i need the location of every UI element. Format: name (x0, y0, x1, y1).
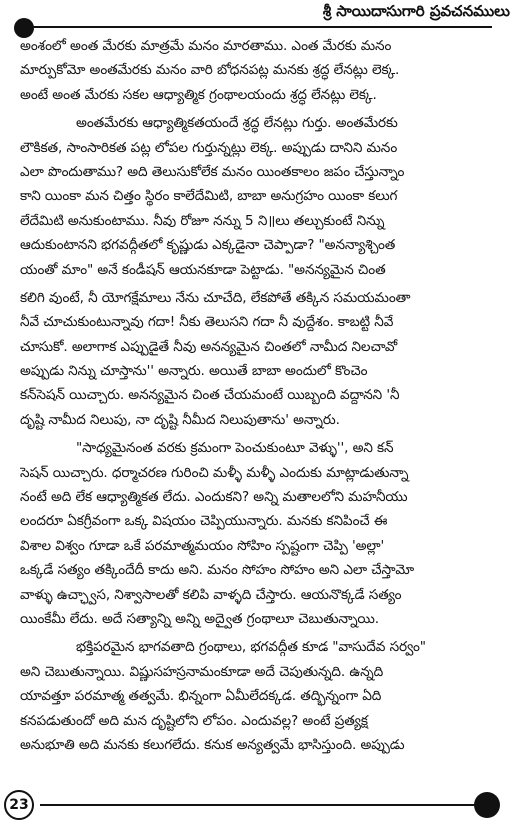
paragraph (20, 286, 506, 432)
footer-bullet-ornament (474, 792, 500, 818)
text-line: యంతో మాం" అనే కండీషన్ ఆయనకూడా పెట్టాడు. "అనన్యమైన చింత (20, 261, 386, 278)
text-line: యావత్తూ పరమాత్మ తత్వమే. భిన్నంగా ఏమీలేదక్కడ. తద్భిన్నంగా ఏది (20, 688, 382, 705)
text-line: చూసుకో. అలాగాక ఎప్పుడైతే నీవు అనన్యమైన చింతలో నామీద నిలచావో (20, 338, 398, 355)
running-title: శ్రీ సాయిదాసుగారి ప్రవచనములు (317, 2, 510, 24)
body-text (20, 34, 506, 761)
text-line: వాళ్ళు ఉచ్ఛ్వాస, నిశ్వాసాలతో కలిపి వాళ్ళది చేస్తారు. ఆయనొక్కడే సత్యం (20, 586, 402, 603)
text-line: సెషన్ యిచ్చారు. ధర్మాచరణ గురించి మళ్ళీ మళ్ళీ ఎందుకు మాట్లాడుతున్నా (20, 464, 409, 481)
text-line: దృష్టి నామీద నిలుపు, నా దృష్టి నీమీద నిలుపుతాను' అన్నారు. (20, 411, 340, 428)
text-line: కన్‌సెషన్ యిచ్చారు. అనన్యమైన చింత చేయమంటే యిబ్బంది వద్దానని 'నీ (20, 387, 400, 404)
text-line: అని చెబుతున్నాయి. విష్ణుసహస్రనామంకూడా అదే చెపుతున్నది. ఉన్నది (20, 663, 384, 680)
paragraph (20, 635, 506, 757)
text-line: కనపడుతుందో అది మన దృష్టిలోని లోపం. ఎందువల్ల? అంటే ప్రత్యక్ష (20, 712, 368, 729)
text-line: కాని యింకా మన చిత్తం స్థిరం కాలేదేమిటి, బాబా అనుగ్రహం యింకా కలుగ (20, 188, 398, 205)
page-footer (0, 780, 520, 826)
text-line: ఆదుకుంటానని భగవద్గీతలో కృష్ణుడు ఎక్కడైనా చెప్పాడా? "అనన్యాశ్చింత (20, 237, 396, 254)
text-line: మార్పుకోమో అంతమేరకు మనం వారి బోధనపట్ల మనకు శ్రద్ధ లేనట్లు లెక్క. (20, 62, 400, 79)
text-line: లేదేమిటి అనుకుంటాము. నీవు రోజూ నన్ను 5 ని॥లు తల్చుకుంటే నిన్ను (20, 212, 385, 229)
header-rule (26, 26, 492, 28)
text-line: "సాధ్యమైనంత వరకు క్రమంగా పెంచుకుంటూ వెళ్ళు'', అని కన్ (76, 440, 394, 457)
paragraph (20, 34, 506, 107)
text-line: ఒక్కడే సత్యం తక్కిందేదీ కాదు అని. మనం సోహం సోహం అని ఎలా చేస్తామో (20, 562, 415, 579)
text-line: అనుభూతి అది మనకు కలుగలేదు. కనుక అన్యత్వమే భాసిస్తుంది. అప్పుడు (20, 736, 405, 753)
text-line: లౌకికత, సాంసారికత పట్ల లోపల గుర్తున్నట్లు లెక్క. అప్పుడు దానిని మనం (20, 139, 398, 156)
text-line: అంశంలో అంత మేరకు మాత్రమే మనం మారతాము. ఎంత మేరకు మనం (20, 38, 392, 54)
text-line: యింకేమీ లేదు. అదే సత్యాన్ని అన్ని అద్వైత గ్రంథాలూ చెబుతున్నాయి. (20, 610, 380, 627)
text-line: అంతమేరకు ఆధ్యాత్మికతయందే శ్రద్ధ లేనట్లు గుర్తు. అంతమేరకు (76, 115, 398, 132)
paragraph (20, 436, 506, 631)
text-line: ఎలా పొందుతాము? అది తెలుసుకోలేక మనం యింతకాలం జపం చేస్తున్నాం (20, 163, 405, 180)
page-number: 23 (4, 790, 34, 820)
text-line: నంటే అది లేక ఆధ్యాత్మికత లేదు. ఎందుకని? అన్ని మతాలలోని మహనీయు (20, 489, 408, 506)
footer-rule (40, 804, 485, 806)
text-line: అప్పుడు నిన్ను చూస్తాను'' అన్నారు. అయితే బాబా అందులో కొంచెం (20, 363, 368, 380)
text-line: లందరూ ఏకగ్రీవంగా ఒక్క విషయం చెప్పియున్నారు. మనకు కనిపించే ఈ (20, 513, 388, 530)
text-line: విశాల విశ్వం గూడా ఒకే పరమాత్మమయం సోహిం స్పష్టంగా చెప్పి 'అల్లా' (20, 537, 385, 554)
paragraph (20, 111, 506, 282)
text-line: నీవే చూచుకుంటున్నావు గదా! నీకు తెలుసని గదా నీ వుద్దేశం. కాబట్టి నీవే (20, 314, 394, 331)
text-line: భక్తిపరమైన భాగవతాది గ్రంథాలు, భగవద్గీత కూడ "వాసుదేవ సర్వం" (76, 639, 426, 656)
text-line: అంటే అంత మేరకు సకల ఆధ్యాత్మిక గ్రంథాలయందు శ్రద్ధ లేనట్లు లెక్క. (20, 86, 377, 103)
text-line: కలిగి వుంటే, నీ యోగక్షేమాలు నేను చూచేది, లేకపోతే తక్కిన సమయమంతా (20, 289, 411, 306)
